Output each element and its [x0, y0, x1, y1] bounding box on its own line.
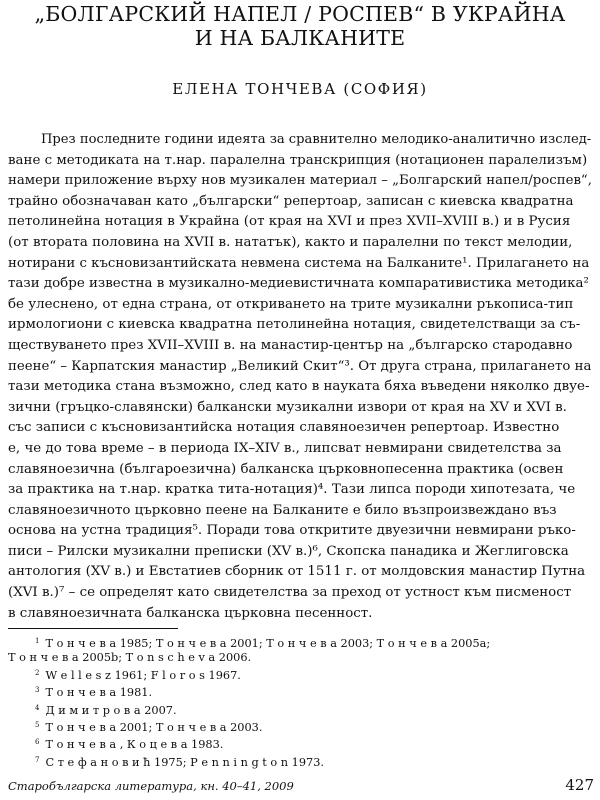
footnote-text: Т о н ч е в а 2001; Т о н ч е в а 2003. [45, 721, 263, 735]
body-line: зични (гръцко-славянски) балкански музикални извори от края на XV и XVI в. [8, 399, 567, 415]
page-title [0, 2, 600, 50]
footnote-number: 5 [35, 721, 40, 730]
footnote-item [8, 718, 592, 735]
body-line: основа на устна традиция⁵. Поради това откритите двуезични невмирани ръко- [8, 523, 576, 539]
body-line: (XVI в.)⁷ – се определят като свидетелства за преход от устност към писменост [8, 585, 572, 601]
page-number: 427 [565, 776, 594, 794]
footnote-item [8, 735, 592, 752]
body-line: пеене“ – Карпатския манастир „Великий Скит“³. От друга страна, прилагането на [8, 358, 592, 374]
footnote-text: С т е ф а н о в и ħ 1975; P e n n i n g t o n 1973. [45, 755, 325, 769]
footnote-text: W e l l e s z 1961; F l o r o s 1967. [45, 668, 241, 682]
body-line: писи – Рилски музикални преписки (XV в.)⁶, Скопска панадика и Жеглиговска [8, 543, 569, 559]
author-name: ЕЛЕНА ТОНЧЕВА (СОФИЯ) [172, 80, 428, 98]
footnote-number: 6 [35, 738, 40, 747]
footnote-text: Т о н ч е в а 1985; Т о н ч е в а 2001; Т о н ч е в а 2003; Т о н ч е в а 2005a; [45, 637, 491, 650]
footnote-number: 4 [35, 703, 40, 712]
title-line-1: „БОЛГАРСКИЙ НАПЕЛ / РОСПЕВ“ В УКРАЙНА [34, 2, 566, 26]
body-line: През последните години идеята за сравнително мелодико-аналитично изслед- [41, 132, 592, 147]
footnote-item [8, 634, 592, 651]
footnote-text: Т о н ч е в а 2005b; T o n s c h e v a 2006. [8, 651, 252, 665]
article-body [8, 130, 592, 624]
body-line: в славяноезичната балканска църковна песенност. [8, 605, 373, 621]
body-line: антология (XV в.) и Евстатиев сборник от 1511 г. от молдовския манастир Путна [8, 564, 586, 580]
body-line: за практика на т.нар. кратка тита-нотация)⁴. Тази липса породи хипотезата, че [8, 482, 576, 498]
body-line: със записи с късновизантийска нотация славяноезичен репертоар. Известно [8, 420, 560, 436]
footnote-item [8, 666, 592, 683]
footnote-item [8, 701, 592, 718]
footnote-item [8, 753, 592, 770]
body-line: намери приложение върху нов музикален материал – „Болгарский напел/роспев“, [8, 173, 592, 189]
body-line: тази добре известна в музикално-медиевистичната компаративистика методика² [8, 276, 589, 292]
footnote-number: 3 [35, 686, 40, 695]
footnote-item [8, 651, 592, 665]
title-line-2: И НА БАЛКАНИТЕ [194, 26, 406, 50]
body-line: (от втората половина на XVII в. нататък), както и паралелни по текст мелодии, [8, 234, 573, 250]
footnote-text: Т о н ч е в а , К о ц е в а 1983. [45, 738, 224, 752]
body-line: славяноезична (българоезична) балканска църковнопесенна практика (освен [8, 461, 564, 477]
footnote-item [8, 683, 592, 700]
body-line: тази методика стана възможно, след като в науката бяха въведени няколко двуе- [8, 379, 590, 395]
footnote-number: 7 [35, 755, 40, 764]
journal-citation: Старобългарска литература, кн. 40–41, 2009 [8, 779, 294, 793]
body-line: нотирани с късновизантийската невмена система на Балканите¹. Прилагането на [8, 255, 590, 271]
body-line: ирмологиони с киевска квадратна петолинейна нотация, свидетелстващи за съ- [8, 317, 581, 333]
footnotes [8, 634, 592, 770]
footnote-text: Т о н ч е в а 1981. [45, 686, 153, 700]
page-footer [8, 776, 594, 794]
body-line: ществуването през XVII–XVIII в. на манастир-център на „българско стародавно [8, 337, 573, 353]
footnote-number: 1 [35, 637, 40, 645]
footnote-divider [8, 628, 178, 629]
body-line: бе улеснено, от една страна, от откриването на трите музикални ръкописа-тип [8, 296, 574, 312]
body-line: трайно обозначаван като „български“ репертоар, записан с киевска квадратна [8, 193, 574, 209]
body-line: петолинейна нотация в Украйна (от края на XVI и през XVII–XVIII в.) и в Русия [8, 214, 571, 230]
body-line: е, че до това време – в периода IX–XIV в., липсват невмирани свидетелства за [8, 440, 562, 456]
footnote-number: 2 [35, 668, 40, 677]
body-line: славяноезичното църковно пеене на Балканите е било възпроизвеждано въз [8, 502, 557, 518]
body-line: ване с методиката на т.нар. паралелна транскрипция (нотационен паралелизъм) [8, 152, 588, 168]
footnote-text: Д и м и т р о в а 2007. [45, 703, 177, 717]
